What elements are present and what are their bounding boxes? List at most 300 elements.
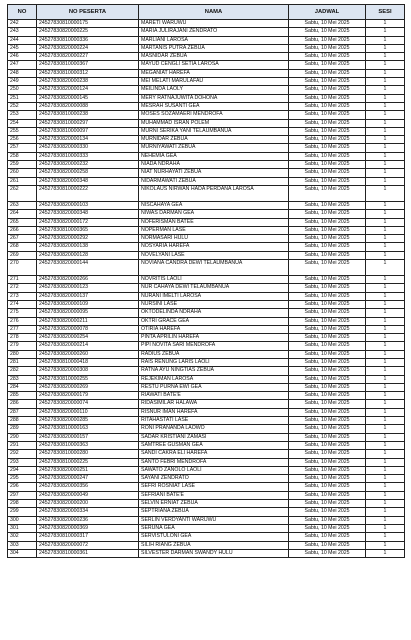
cell-nama: SEPTRIANA ZEBUA — [139, 508, 289, 516]
cell-no: 287 — [8, 408, 37, 416]
table-row — [8, 69, 405, 77]
cell-no-peserta: 24527830820000145 — [37, 94, 139, 102]
cell-no-peserta: 24527830820000109 — [37, 300, 139, 308]
table-row — [8, 524, 405, 532]
cell-sesi: 1 — [366, 61, 405, 69]
cell-no-peserta: 24527830820000088 — [37, 102, 139, 110]
cell-no-peserta: 24527830820000078 — [37, 325, 139, 333]
cell-nama: MARIA JULIRAJANI ZENDRATO — [139, 28, 289, 36]
cell-jadwal: Sabtu, 10 Mei 2025 — [289, 235, 366, 243]
cell-jadwal: Sabtu, 10 Mei 2025 — [289, 218, 366, 226]
cell-no-peserta: 24527830820000225 — [37, 28, 139, 36]
cell-no-peserta: 24527830810000317 — [37, 533, 139, 541]
cell-no: 276 — [8, 317, 37, 325]
table-row — [8, 466, 405, 474]
cell-no-peserta: 24527830820000308 — [37, 367, 139, 375]
cell-nama: NIAT NURHAYATI ZEBUA — [139, 169, 289, 177]
cell-nama: NISCAHAYA GEA — [139, 201, 289, 209]
cell-jadwal: Sabtu, 10 Mei 2025 — [289, 251, 366, 259]
table-row — [8, 235, 405, 243]
cell-jadwal: Sabtu, 10 Mei 2025 — [289, 400, 366, 408]
table-row — [8, 20, 405, 28]
cell-nama: NOVRITIS LAOLI — [139, 276, 289, 284]
cell-jadwal: Sabtu, 10 Mei 2025 — [289, 36, 366, 44]
cell-no: 278 — [8, 334, 37, 342]
cell-no: 289 — [8, 425, 37, 433]
cell-sesi: 1 — [366, 210, 405, 218]
cell-no: 267 — [8, 235, 37, 243]
cell-nama: OTIRIA HAREFA — [139, 325, 289, 333]
cell-nama: MARTANIS PUTRA ZEBUA — [139, 44, 289, 52]
table-row — [8, 367, 405, 375]
cell-sesi: 1 — [366, 292, 405, 300]
table-row — [8, 78, 405, 86]
cell-no-peserta: 24527830820000232 — [37, 161, 139, 169]
cell-sesi: 1 — [366, 177, 405, 185]
table-row — [8, 400, 405, 408]
cell-no: 255 — [8, 127, 37, 135]
cell-sesi: 1 — [366, 483, 405, 491]
cell-nama: MEGANIAT HAREFA — [139, 69, 289, 77]
table-row — [8, 342, 405, 350]
table-row — [8, 350, 405, 358]
cell-no: 258 — [8, 152, 37, 160]
cell-jadwal: Sabtu, 10 Mei 2025 — [289, 309, 366, 317]
cell-nama: PIPI NOVITA SARI MENDROFA — [139, 342, 289, 350]
cell-sesi: 1 — [366, 358, 405, 366]
cell-jadwal: Sabtu, 10 Mei 2025 — [289, 466, 366, 474]
cell-jadwal: Sabtu, 10 Mei 2025 — [289, 524, 366, 532]
table-row — [8, 251, 405, 259]
table-row — [8, 358, 405, 366]
cell-nama: SELVIN ERNIAT ZEBUA — [139, 500, 289, 508]
cell-no-peserta: 24527830820000074 — [37, 400, 139, 408]
cell-sesi: 1 — [366, 300, 405, 308]
cell-sesi: 1 — [366, 458, 405, 466]
cell-jadwal: Sabtu, 10 Mei 2025 — [289, 127, 366, 135]
cell-nama: RADIUS ZEBUA — [139, 350, 289, 358]
cell-sesi: 1 — [366, 28, 405, 36]
cell-no-peserta: 24527830820000236 — [37, 516, 139, 524]
cell-no-peserta: 24527830810000367 — [37, 61, 139, 69]
cell-no: 293 — [8, 458, 37, 466]
cell-no-peserta: 24527830820000128 — [37, 251, 139, 259]
table-row — [8, 516, 405, 524]
cell-jadwal: Sabtu, 10 Mei 2025 — [289, 500, 366, 508]
cell-sesi: 1 — [366, 144, 405, 152]
table-row — [8, 53, 405, 61]
cell-nama: SEFRI ROSNIAT LASE — [139, 483, 289, 491]
header-no: NO — [8, 5, 37, 20]
cell-no-peserta: 24527830810000297 — [37, 119, 139, 127]
cell-nama: SAWATO ZANOLO LAOLI — [139, 466, 289, 474]
cell-nama: RISNUR IMAN HAREFA — [139, 408, 289, 416]
cell-jadwal: Sabtu, 10 Mei 2025 — [289, 169, 366, 177]
cell-jadwal: Sabtu, 10 Mei 2025 — [289, 450, 366, 458]
cell-no: 272 — [8, 284, 37, 292]
cell-jadwal: Sabtu, 10 Mei 2025 — [289, 383, 366, 391]
cell-sesi: 1 — [366, 226, 405, 234]
cell-nama: SILVESTER DARMAN SWANDY HULU — [139, 549, 289, 557]
cell-nama: MURNIDAR ZEBUA — [139, 136, 289, 144]
cell-no: 250 — [8, 86, 37, 94]
cell-jadwal: Sabtu, 10 Mei 2025 — [289, 243, 366, 251]
table-row — [8, 508, 405, 516]
cell-jadwal: Sabtu, 10 Mei 2025 — [289, 334, 366, 342]
cell-jadwal: Sabtu, 10 Mei 2025 — [289, 483, 366, 491]
table-row — [8, 325, 405, 333]
cell-nama: MERY RATNAJUWITA DOHONA — [139, 94, 289, 102]
cell-sesi: 1 — [366, 450, 405, 458]
table-row — [8, 28, 405, 36]
cell-no-peserta: 24527830820000330 — [37, 144, 139, 152]
cell-no: 295 — [8, 475, 37, 483]
cell-sesi: 1 — [366, 185, 405, 201]
cell-no: 283 — [8, 375, 37, 383]
cell-sesi: 1 — [366, 119, 405, 127]
cell-sesi: 1 — [366, 44, 405, 52]
cell-sesi: 1 — [366, 425, 405, 433]
cell-no-peserta: 24527830810000361 — [37, 549, 139, 557]
cell-no: 268 — [8, 243, 37, 251]
table-row — [8, 483, 405, 491]
cell-no-peserta: 24527830820000137 — [37, 292, 139, 300]
cell-jadwal: Sabtu, 10 Mei 2025 — [289, 44, 366, 52]
table-row — [8, 260, 405, 276]
cell-nama: RIDASIMILAR HALAWA — [139, 400, 289, 408]
cell-jadwal: Sabtu, 10 Mei 2025 — [289, 491, 366, 499]
cell-nama: NIKOLAUS NIRWAN HADA PERDANA LAROSA — [139, 185, 289, 201]
cell-jadwal: Sabtu, 10 Mei 2025 — [289, 144, 366, 152]
cell-no-peserta: 24527830820000369 — [37, 524, 139, 532]
participant-table — [7, 4, 405, 558]
cell-no-peserta: 24527830810000312 — [37, 69, 139, 77]
cell-nama: SEFRIANI BATE'E — [139, 491, 289, 499]
cell-sesi: 1 — [366, 417, 405, 425]
cell-no: 265 — [8, 218, 37, 226]
cell-sesi: 1 — [366, 169, 405, 177]
cell-jadwal: Sabtu, 10 Mei 2025 — [289, 260, 366, 276]
header-nama: NAMA — [139, 5, 289, 20]
cell-sesi: 1 — [366, 284, 405, 292]
cell-no: 304 — [8, 549, 37, 557]
cell-sesi: 1 — [366, 201, 405, 209]
cell-no: 260 — [8, 169, 37, 177]
cell-nama: NIADA NDRAHA — [139, 161, 289, 169]
cell-no: 242 — [8, 20, 37, 28]
cell-jadwal: Sabtu, 10 Mei 2025 — [289, 28, 366, 36]
cell-jadwal: Sabtu, 10 Mei 2025 — [289, 152, 366, 160]
cell-no: 281 — [8, 358, 37, 366]
cell-jadwal: Sabtu, 10 Mei 2025 — [289, 325, 366, 333]
cell-nama: RAIS RENUNG LARIS LAOLI — [139, 358, 289, 366]
cell-no: 290 — [8, 433, 37, 441]
cell-no: 299 — [8, 508, 37, 516]
cell-jadwal: Sabtu, 10 Mei 2025 — [289, 508, 366, 516]
cell-sesi: 1 — [366, 350, 405, 358]
cell-nama: MARLIANI LAROSA — [139, 36, 289, 44]
cell-no: 269 — [8, 251, 37, 259]
cell-nama: NOSYARIA HAREFA — [139, 243, 289, 251]
cell-jadwal: Sabtu, 10 Mei 2025 — [289, 408, 366, 416]
cell-sesi: 1 — [366, 243, 405, 251]
cell-nama: NOFERISMAN BATEE — [139, 218, 289, 226]
cell-jadwal: Sabtu, 10 Mei 2025 — [289, 226, 366, 234]
cell-no: 257 — [8, 144, 37, 152]
table-row — [8, 300, 405, 308]
cell-sesi: 1 — [366, 111, 405, 119]
table-row — [8, 309, 405, 317]
table-row — [8, 375, 405, 383]
cell-no: 264 — [8, 210, 37, 218]
cell-no-peserta: 24527830820000123 — [37, 284, 139, 292]
cell-no-peserta: 24527830820000179 — [37, 392, 139, 400]
cell-no-peserta: 24527830820000211 — [37, 317, 139, 325]
cell-nama: NIWAS DARMAN GEA — [139, 210, 289, 218]
cell-no-peserta: 24527830820000251 — [37, 466, 139, 474]
cell-no-peserta: 24527830820000144 — [37, 260, 139, 276]
table-row — [8, 102, 405, 110]
cell-jadwal: Sabtu, 10 Mei 2025 — [289, 276, 366, 284]
cell-jadwal: Sabtu, 10 Mei 2025 — [289, 292, 366, 300]
cell-sesi: 1 — [366, 367, 405, 375]
cell-sesi: 1 — [366, 251, 405, 259]
cell-sesi: 1 — [366, 408, 405, 416]
cell-no-peserta: 24527830810000365 — [37, 226, 139, 234]
table-row — [8, 292, 405, 300]
cell-no-peserta: 24527830820000258 — [37, 169, 139, 177]
table-row — [8, 226, 405, 234]
cell-jadwal: Sabtu, 10 Mei 2025 — [289, 61, 366, 69]
cell-nama: MEI MELATI MARULAFAU — [139, 78, 289, 86]
cell-jadwal: Sabtu, 10 Mei 2025 — [289, 284, 366, 292]
table-row — [8, 136, 405, 144]
cell-sesi: 1 — [366, 524, 405, 532]
cell-nama: OKTODELINDA NDRAHA — [139, 309, 289, 317]
cell-jadwal: Sabtu, 10 Mei 2025 — [289, 350, 366, 358]
table-row — [8, 218, 405, 226]
cell-nama: MURNI SERIKA YANI TELAUMBANUA — [139, 127, 289, 135]
cell-sesi: 1 — [366, 276, 405, 284]
table-row — [8, 475, 405, 483]
cell-no: 273 — [8, 292, 37, 300]
header-jadwal: JADWAL — [289, 5, 366, 20]
cell-no: 277 — [8, 325, 37, 333]
cell-jadwal: Sabtu, 10 Mei 2025 — [289, 201, 366, 209]
cell-no-peserta: 24527830820000254 — [37, 334, 139, 342]
cell-no-peserta: 24527830820000134 — [37, 136, 139, 144]
table-row — [8, 161, 405, 169]
cell-jadwal: Sabtu, 10 Mei 2025 — [289, 533, 366, 541]
table-row — [8, 549, 405, 557]
cell-sesi: 1 — [366, 441, 405, 449]
table-row — [8, 243, 405, 251]
cell-no-peserta: 24527830820000227 — [37, 53, 139, 61]
cell-nama: RESTU PURNA EWI GEA — [139, 383, 289, 391]
cell-no-peserta: 24527830820000049 — [37, 491, 139, 499]
cell-nama: NURSINI LASE — [139, 300, 289, 308]
cell-sesi: 1 — [366, 533, 405, 541]
table-row — [8, 284, 405, 292]
cell-sesi: 1 — [366, 102, 405, 110]
cell-nama: SERVISTULONI GEA — [139, 533, 289, 541]
cell-jadwal: Sabtu, 10 Mei 2025 — [289, 392, 366, 400]
cell-nama: MASNIDAR ZEBUA — [139, 53, 289, 61]
header-no-peserta: NO PESERTA — [37, 5, 139, 20]
cell-no: 254 — [8, 119, 37, 127]
table-row — [8, 127, 405, 135]
cell-no-peserta: 24527830810000175 — [37, 20, 139, 28]
cell-jadwal: Sabtu, 10 Mei 2025 — [289, 375, 366, 383]
table-row — [8, 417, 405, 425]
cell-no-peserta: 24527830820000269 — [37, 383, 139, 391]
cell-jadwal: Sabtu, 10 Mei 2025 — [289, 417, 366, 425]
cell-no: 301 — [8, 524, 37, 532]
cell-nama: MOSES SOZAMAERI MENDROFA — [139, 111, 289, 119]
cell-sesi: 1 — [366, 86, 405, 94]
table-header-row — [8, 5, 405, 20]
cell-sesi: 1 — [366, 53, 405, 61]
cell-no-peserta: 24527830810000280 — [37, 450, 139, 458]
cell-sesi: 1 — [366, 334, 405, 342]
cell-no-peserta: 24527830820000247 — [37, 475, 139, 483]
cell-no: 249 — [8, 78, 37, 86]
cell-no-peserta: 24527830820000138 — [37, 243, 139, 251]
table-row — [8, 433, 405, 441]
cell-jadwal: Sabtu, 10 Mei 2025 — [289, 458, 366, 466]
cell-no-peserta: 24527830820000200 — [37, 500, 139, 508]
cell-jadwal: Sabtu, 10 Mei 2025 — [289, 161, 366, 169]
cell-no-peserta: 24527830810000336 — [37, 36, 139, 44]
cell-no-peserta: 24527830820000224 — [37, 44, 139, 52]
cell-jadwal: Sabtu, 10 Mei 2025 — [289, 433, 366, 441]
cell-sesi: 1 — [366, 260, 405, 276]
cell-sesi: 1 — [366, 69, 405, 77]
cell-jadwal: Sabtu, 10 Mei 2025 — [289, 102, 366, 110]
cell-no: 252 — [8, 102, 37, 110]
cell-no: 303 — [8, 541, 37, 549]
table-row — [8, 94, 405, 102]
cell-no-peserta: 24527830820000103 — [37, 201, 139, 209]
cell-no: 274 — [8, 300, 37, 308]
cell-no-peserta: 24527830810000222 — [37, 185, 139, 201]
table-row — [8, 500, 405, 508]
cell-nama: OKTRI GRACE GEA — [139, 317, 289, 325]
cell-nama: SERLIN VERDYANTI WARUWU — [139, 516, 289, 524]
table-row — [8, 201, 405, 209]
cell-nama: MUHAMMAD ISRAN POLEM — [139, 119, 289, 127]
cell-no: 302 — [8, 533, 37, 541]
cell-no-peserta: 24527830810000333 — [37, 152, 139, 160]
cell-nama: SANTO FEBRI MENDROFA — [139, 458, 289, 466]
cell-no-peserta: 24527830820000072 — [37, 541, 139, 549]
cell-no: 279 — [8, 342, 37, 350]
cell-sesi: 1 — [366, 136, 405, 144]
cell-jadwal: Sabtu, 10 Mei 2025 — [289, 425, 366, 433]
cell-jadwal: Sabtu, 10 Mei 2025 — [289, 210, 366, 218]
cell-no: 298 — [8, 500, 37, 508]
table-row — [8, 458, 405, 466]
cell-nama: NORMASARI HULU — [139, 235, 289, 243]
cell-jadwal: Sabtu, 10 Mei 2025 — [289, 69, 366, 77]
cell-sesi: 1 — [366, 127, 405, 135]
cell-nama: NIDARMAWATI ZEBUA — [139, 177, 289, 185]
cell-nama: NUR CAHAYA DEWI TELAUMBANUA — [139, 284, 289, 292]
cell-nama: NOPERMAN LASE — [139, 226, 289, 234]
cell-sesi: 1 — [366, 433, 405, 441]
cell-jadwal: Sabtu, 10 Mei 2025 — [289, 300, 366, 308]
table-row — [8, 383, 405, 391]
cell-sesi: 1 — [366, 342, 405, 350]
cell-sesi: 1 — [366, 161, 405, 169]
cell-no-peserta: 24527830820000110 — [37, 408, 139, 416]
cell-no-peserta: 24527830820000266 — [37, 276, 139, 284]
cell-no: 286 — [8, 400, 37, 408]
cell-no: 300 — [8, 516, 37, 524]
cell-sesi: 1 — [366, 309, 405, 317]
table-row — [8, 144, 405, 152]
cell-no-peserta: 24527830820000157 — [37, 433, 139, 441]
cell-no: 248 — [8, 69, 37, 77]
cell-no-peserta: 24527830810000238 — [37, 111, 139, 119]
cell-no: 243 — [8, 28, 37, 36]
cell-jadwal: Sabtu, 10 Mei 2025 — [289, 94, 366, 102]
table-row — [8, 111, 405, 119]
cell-no-peserta: 24527830820000285 — [37, 417, 139, 425]
table-row — [8, 185, 405, 201]
cell-no: 297 — [8, 491, 37, 499]
cell-no: 261 — [8, 177, 37, 185]
cell-sesi: 1 — [366, 218, 405, 226]
table-row — [8, 119, 405, 127]
cell-no: 245 — [8, 44, 37, 52]
cell-jadwal: Sabtu, 10 Mei 2025 — [289, 185, 366, 201]
table-row — [8, 61, 405, 69]
cell-nama: SADAR KRISTIANI ZAMASI — [139, 433, 289, 441]
table-row — [8, 408, 405, 416]
cell-no-peserta: 24527830820000348 — [37, 177, 139, 185]
cell-sesi: 1 — [366, 20, 405, 28]
cell-jadwal: Sabtu, 10 Mei 2025 — [289, 20, 366, 28]
cell-no: 251 — [8, 94, 37, 102]
cell-jadwal: Sabtu, 10 Mei 2025 — [289, 78, 366, 86]
cell-no: 282 — [8, 367, 37, 375]
cell-jadwal: Sabtu, 10 Mei 2025 — [289, 317, 366, 325]
cell-sesi: 1 — [366, 325, 405, 333]
cell-sesi: 1 — [366, 152, 405, 160]
cell-jadwal: Sabtu, 10 Mei 2025 — [289, 367, 366, 375]
cell-no: 292 — [8, 450, 37, 458]
cell-nama: RIAWATI BATE'E — [139, 392, 289, 400]
table-row — [8, 210, 405, 218]
cell-no-peserta: 24527830810000097 — [37, 127, 139, 135]
cell-nama: SERUNA GEA — [139, 524, 289, 532]
cell-jadwal: Sabtu, 10 Mei 2025 — [289, 516, 366, 524]
table-row — [8, 491, 405, 499]
cell-no: 288 — [8, 417, 37, 425]
cell-jadwal: Sabtu, 10 Mei 2025 — [289, 358, 366, 366]
table-row — [8, 334, 405, 342]
table-row — [8, 36, 405, 44]
cell-no: 280 — [8, 350, 37, 358]
cell-no-peserta: 24527830810000418 — [37, 358, 139, 366]
cell-no: 244 — [8, 36, 37, 44]
table-row — [8, 425, 405, 433]
cell-sesi: 1 — [366, 516, 405, 524]
cell-no-peserta: 24527830820000334 — [37, 508, 139, 516]
cell-nama: NOVIANA CANDRA DEWI TELAUMBANUA — [139, 260, 289, 276]
cell-no: 291 — [8, 441, 37, 449]
